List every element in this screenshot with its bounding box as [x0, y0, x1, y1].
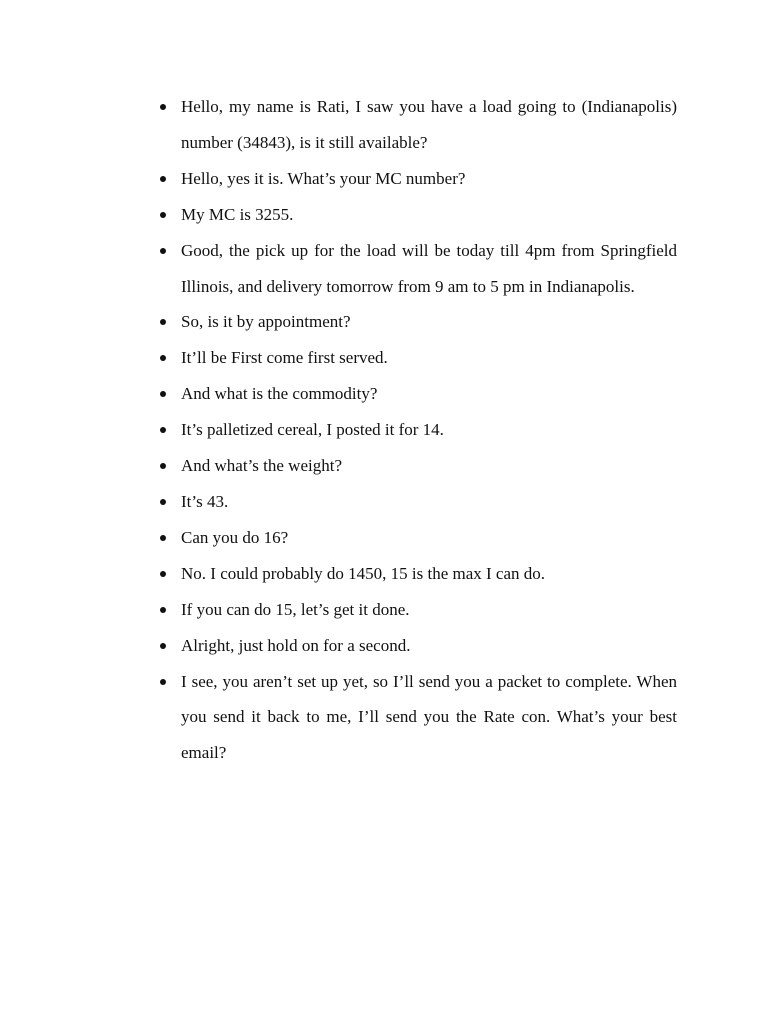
dialogue-line-15: I see, you aren’t set up yet, so I’ll send you a packet to complete. When you send it back to me, I’ll send you the Rate con. What’s your best email?: [181, 664, 677, 772]
dialogue-line-7: And what is the commodity?: [181, 376, 677, 412]
dialogue-line-3: My MC is 3255.: [181, 197, 677, 233]
dialogue-line-10: It’s 43.: [181, 484, 677, 520]
dialogue-line-6: It’ll be First come first served.: [181, 340, 677, 376]
dialogue-line-4: Good, the pick up for the load will be today till 4pm from Springfield Illinois, and delivery tomorrow from 9 am to 5 pm in Indianapolis.: [181, 233, 677, 305]
dialogue-line-11: Can you do 16?: [181, 520, 677, 556]
dialogue-line-5: So, is it by appointment?: [181, 304, 677, 340]
dialogue-line-14: Alright, just hold on for a second.: [181, 628, 677, 664]
dialogue-line-8: It’s palletized cereal, I posted it for 14.: [181, 412, 677, 448]
dialogue-line-13: If you can do 15, let’s get it done.: [181, 592, 677, 628]
dialogue-list: [181, 89, 677, 771]
dialogue-line-9: And what’s the weight?: [181, 448, 677, 484]
dialogue-line-2: Hello, yes it is. What’s your MC number?: [181, 161, 677, 197]
dialogue-line-12: No. I could probably do 1450, 15 is the max I can do.: [181, 556, 677, 592]
dialogue-line-1: Hello, my name is Rati, I saw you have a load going to (Indianapolis) number (34843), is it still available?: [181, 89, 677, 161]
